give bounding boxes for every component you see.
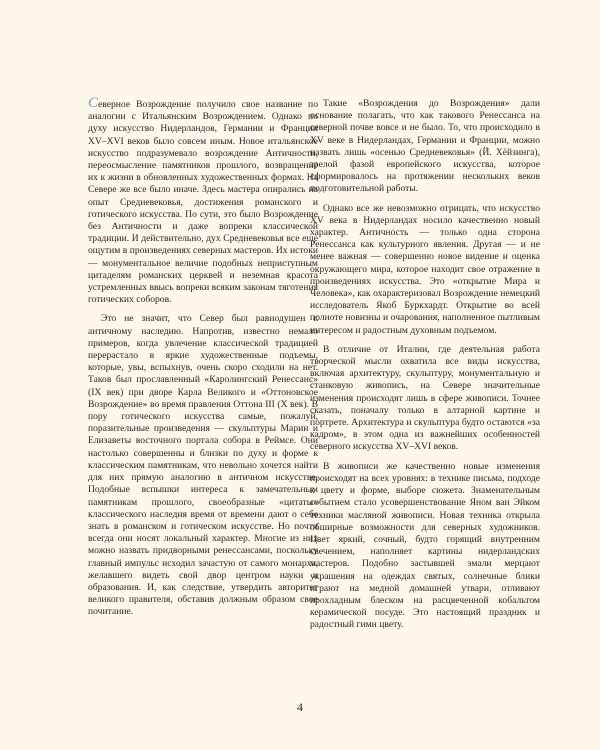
right-column [310,98,540,639]
paragraph-text: еверное Возрождение получило свое название по аналогии с Итальянским Возрождением. Однако по духу искусство Нидерландов, Германии и Франции XV–XVI веков было совсем иным. Новое итальянское искусство подразумевало возрождение Античности, переосмысление памятников прошлого, возвращение их к жизни в обновленных художественных формах. На Севере же все было иначе. Здесь мастера опирались на опыт Средневековья, достижения романского и готического искусства. По сути, это было Возрождение без Античности и даже вопреки классической традиции. И действительно, дух Средневековья все еще ощутим в произведениях северных мастеров. Их истоки — монументальное величие подобных неприступным цитаделям романских церквей и неземная красота устремленных ввысь вопреки всяким законам тяготения готических соборов. [88,99,318,306]
paragraph [88,95,318,306]
drop-cap: С [88,95,99,111]
left-column [88,95,318,626]
paragraph: В отличие от Италии, где деятельная работа творческой мысли охватила все виды искусства, включая архитектуру, скульптуру, монументальную и станковую живопись, на Севере значительные изменения происходят лишь в сфере живописи. Точнее сказать, поначалу только в алтарной картине и портрете. Архитектура и скульптура будто остаются «за кадром», в этом одна из важнейших особенностей северного искусства XV–XVI веков. [310,343,540,453]
paragraph: Это не значит, что Север был равнодушен к античному наследию. Напротив, известно немало примеров, когда увлечение классической традицией перерастало в яркие художественные подъемы, которые, увы, вспыхнув, очень скоро сходили на нет. Таков был прославленный «Каролингский Ренессанс» (IX век) при дворе Карла Великого и «Оттоновское Возрождение» во время правления Оттона III (X век). В пору готического искусства самые, пожалуй, поразительные произведения — скульптуры Марии и Елизаветы восточного портала собора в Реймсе. Они настолько совершенны и близки по духу и форме к классическим памятникам, что невольно хочется найти для них прямую аналогию в античном искусстве. Подобные вспышки интереса к замечательным памятникам прошлого, своеобразные «цитаты» классического наследия время от времени дают о себе знать в романском и готическом искусстве. Но почти всегда они носят локальный характер. Многие из них можно назвать придворными ренессансами, поскольку главный импульс исходил зачастую от самого монарха, желавшего видеть свой двор центром науки и образования. И, как следствие, утвердить авторитет великого правителя, обставив должным образом свое почитание. [88,313,318,618]
paragraph: В живописи же качественно новые изменения происходят на всех уровнях: в технике письма, подходе к цвету и форме, выборе сюжета. Знаменательным событием стало усовершенствование Яном ван Эйком техники масляной живописи. Новая техника открыла обширные возможности для северных художников. Цвет яркий, сочный, будто горящий внутренним свечением, наполняет картины нидерландских мастеров. Подобно застывшей эмали мерцают украшения на одеждах святых, солнечные блики играют на медной домашней утвари, отливают прохладным блеском на расцвеченной кобальтом керамической посуде. Это настоящий праздник и радостный гимн цвету. [310,460,540,631]
paragraph: Однако все же невозможно отрицать, что искусство XV века в Нидерландах носило качественно новый характер. Античность — только одна сторона Ренессанса как культурного явления. Другая — и не менее важная — совершенно новое видение и оценка окружающего мира, которое находит свое отражение в произведениях искусства. Это «открытие Мира и Человека», как охарактеризовал Возрождение немецкий исследователь Якоб Буркхардт. Открытие во всей полноте новизны и очарования, наполненное пытливым интересом и радостным духовным подъемом. [310,202,540,336]
page-number: 4 [297,700,303,714]
paragraph: Такие «Возрождения до Возрождения» дали основание полагать, что как такового Ренессанса на северной почве вовсе и не было. То, что происходило в XV веке в Нидерландах, Германии и Франции, можно назвать лишь «осенью Средневековья» (Й. Хёйзинга), зрелой фазой европейского искусства, которое сформировалось на протяжении нескольких веков подготовительной работы. [310,98,540,195]
